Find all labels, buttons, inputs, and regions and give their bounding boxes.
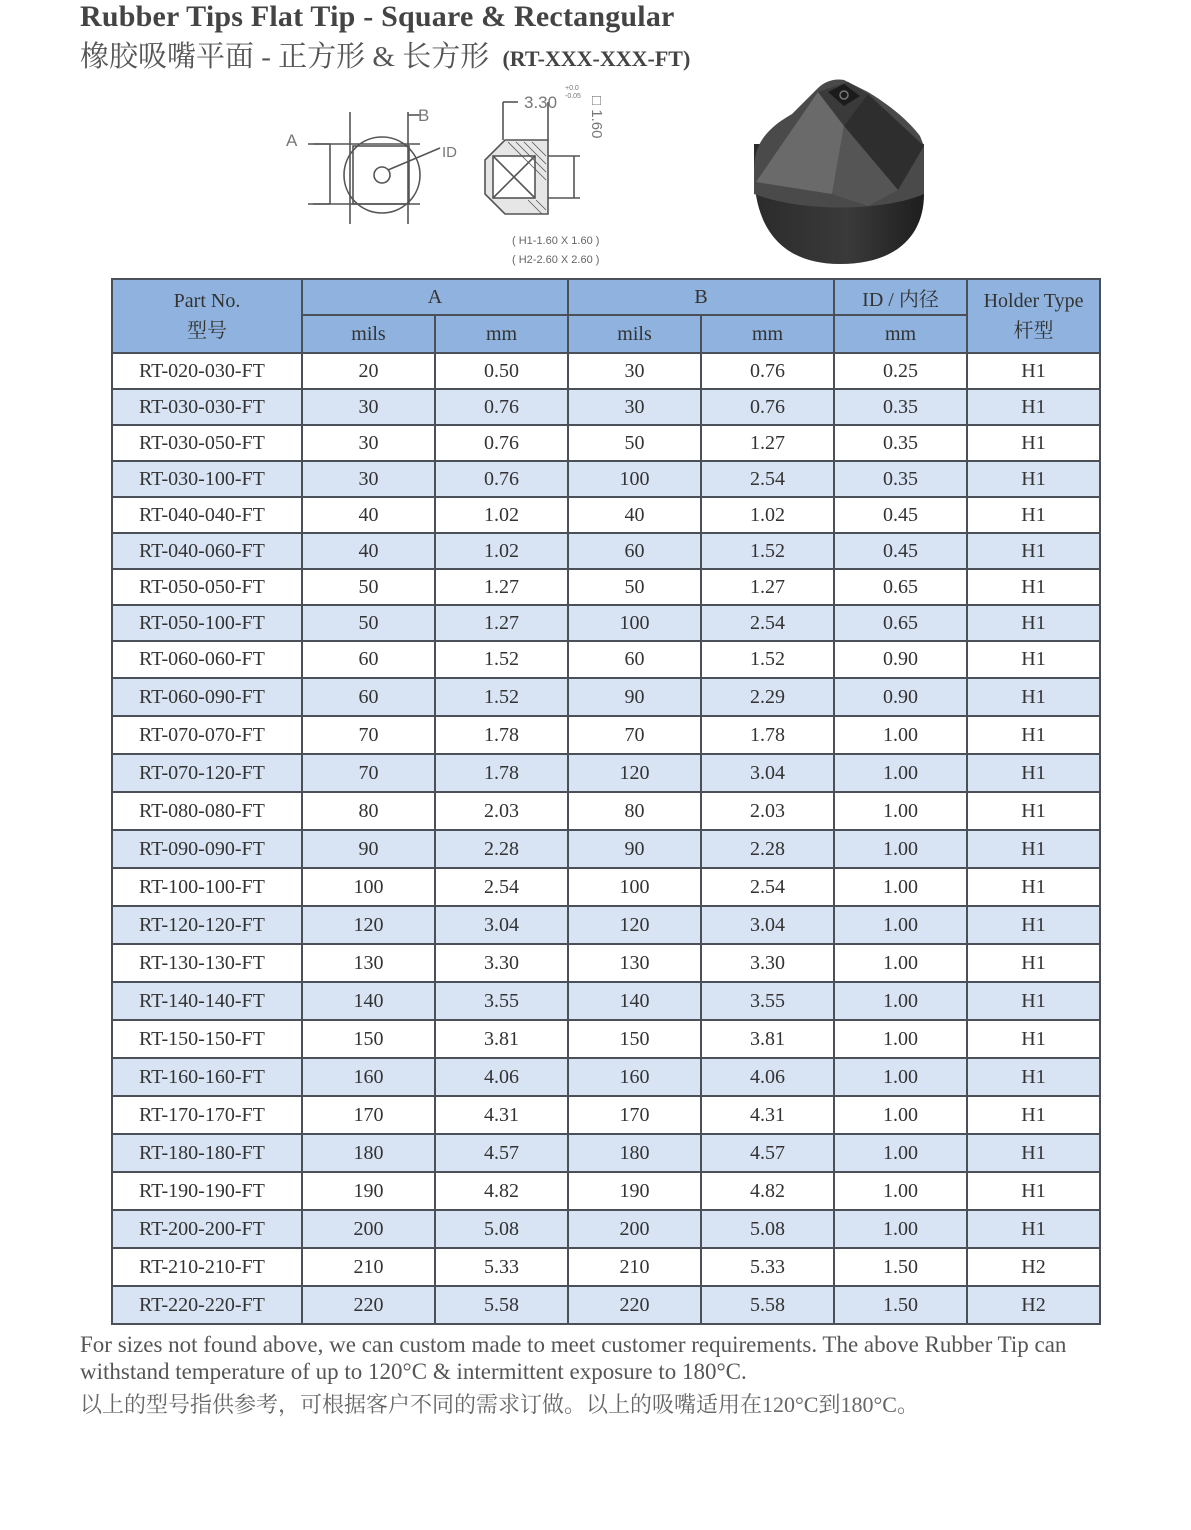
cell-a-mils: 100 [302,868,435,906]
cell-holder-type: H1 [967,868,1100,906]
cell-holder-type: H1 [967,1020,1100,1058]
cell-part-no: RT-220-220-FT [112,1286,302,1324]
cell-a-mm: 1.02 [435,497,568,533]
cell-a-mm: 1.02 [435,533,568,569]
cell-b-mils: 200 [568,1210,701,1248]
table-row [112,1286,1100,1324]
table-row [112,868,1100,906]
cell-a-mm: 4.06 [435,1058,568,1096]
table-row [112,1096,1100,1134]
cell-id-mm: 0.90 [834,641,967,678]
cell-b-mils: 160 [568,1058,701,1096]
cell-part-no: RT-050-100-FT [112,605,302,641]
side-view [485,102,580,214]
cell-a-mm: 4.57 [435,1134,568,1172]
cell-b-mils: 120 [568,906,701,944]
cell-id-mm: 1.00 [834,1172,967,1210]
cell-a-mm: 5.58 [435,1286,568,1324]
table-row [112,1172,1100,1210]
table-row [112,944,1100,982]
cell-holder-type: H1 [967,641,1100,678]
table-row [112,425,1100,461]
cell-a-mm: 5.33 [435,1248,568,1286]
cell-a-mils: 120 [302,906,435,944]
cell-holder-type: H1 [967,906,1100,944]
cell-b-mils: 170 [568,1096,701,1134]
cell-holder-type: H1 [967,461,1100,497]
cell-part-no: RT-100-100-FT [112,868,302,906]
subtitle-code: (RT-XXX-XXX-FT) [502,46,691,71]
cell-a-mm: 2.54 [435,868,568,906]
cell-a-mm: 1.27 [435,569,568,605]
table-row [112,461,1100,497]
cell-a-mils: 90 [302,830,435,868]
cell-id-mm: 0.45 [834,533,967,569]
cell-b-mils: 80 [568,792,701,830]
header-id: ID / 内径 [834,279,967,315]
label-a: A [286,131,298,150]
cell-b-mm: 0.76 [701,389,834,425]
table-row [112,605,1100,641]
header-holder-type-cn: 杆型 [1013,320,1054,342]
cell-a-mm: 0.76 [435,389,568,425]
table-row [112,569,1100,605]
cell-a-mm: 4.82 [435,1172,568,1210]
cell-a-mils: 30 [302,389,435,425]
cell-b-mm: 4.06 [701,1058,834,1096]
header-b: B [568,279,834,315]
cell-part-no: RT-030-030-FT [112,389,302,425]
table-row [112,1210,1100,1248]
table-row [112,1020,1100,1058]
dim-top: 3.30 [524,93,558,112]
cell-b-mm: 3.55 [701,982,834,1020]
cell-part-no: RT-030-050-FT [112,425,302,461]
cell-holder-type: H1 [967,1096,1100,1134]
cell-holder-type: H1 [967,533,1100,569]
page-subtitle [80,34,690,75]
cell-b-mils: 90 [568,678,701,716]
cell-id-mm: 1.00 [834,830,967,868]
cell-part-no: RT-130-130-FT [112,944,302,982]
cell-a-mm: 5.08 [435,1210,568,1248]
cell-a-mm: 3.81 [435,1020,568,1058]
cell-holder-type: H1 [967,1172,1100,1210]
cell-id-mm: 1.00 [834,868,967,906]
cell-part-no: RT-180-180-FT [112,1134,302,1172]
cell-id-mm: 0.35 [834,389,967,425]
cell-b-mils: 70 [568,716,701,754]
cell-a-mm: 3.30 [435,944,568,982]
cell-b-mils: 100 [568,461,701,497]
table-row [112,389,1100,425]
table-row [112,1248,1100,1286]
dim-tolerance-minus: -0.05 [565,93,581,100]
cell-holder-type: H1 [967,830,1100,868]
cell-holder-type: H1 [967,944,1100,982]
cell-b-mm: 2.54 [701,605,834,641]
table-row [112,1134,1100,1172]
cell-id-mm: 0.65 [834,569,967,605]
table-row [112,1058,1100,1096]
cell-id-mm: 0.35 [834,461,967,497]
table-row [112,830,1100,868]
cell-a-mm: 2.28 [435,830,568,868]
cell-id-mm: 1.00 [834,716,967,754]
table-row [112,353,1100,389]
cell-a-mils: 150 [302,1020,435,1058]
cell-part-no: RT-170-170-FT [112,1096,302,1134]
cell-id-mm: 1.00 [834,982,967,1020]
cell-a-mils: 50 [302,605,435,641]
cell-a-mm: 1.78 [435,754,568,792]
cell-id-mm: 1.00 [834,906,967,944]
cell-b-mils: 50 [568,569,701,605]
cell-id-mm: 1.00 [834,944,967,982]
cell-part-no: RT-050-050-FT [112,569,302,605]
cell-part-no: RT-160-160-FT [112,1058,302,1096]
cell-holder-type: H1 [967,792,1100,830]
cell-part-no: RT-080-080-FT [112,792,302,830]
cell-a-mils: 50 [302,569,435,605]
cell-b-mm: 2.54 [701,868,834,906]
header-b-mils: mils [568,315,701,353]
cell-holder-type: H1 [967,678,1100,716]
cell-b-mils: 210 [568,1248,701,1286]
table-row [112,497,1100,533]
cell-b-mm: 1.02 [701,497,834,533]
cell-holder-type: H1 [967,754,1100,792]
cell-holder-type: H1 [967,353,1100,389]
cell-id-mm: 1.00 [834,1058,967,1096]
label-id: ID [442,144,457,161]
header-id-mm: mm [834,315,967,353]
note-h1: ( H1-1.60 X 1.60 ) [512,235,600,247]
header-part-no-cn: 型号 [187,320,227,342]
cell-id-mm: 0.25 [834,353,967,389]
cell-b-mils: 60 [568,533,701,569]
cell-id-mm: 0.35 [834,425,967,461]
cell-b-mm: 2.54 [701,461,834,497]
cell-a-mils: 140 [302,982,435,1020]
cell-id-mm: 1.00 [834,1020,967,1058]
cell-holder-type: H1 [967,389,1100,425]
table-row [112,716,1100,754]
cell-id-mm: 1.00 [834,1096,967,1134]
cell-a-mm: 1.52 [435,678,568,716]
cell-a-mils: 40 [302,533,435,569]
header-a-mils: mils [302,315,435,353]
cell-part-no: RT-060-090-FT [112,678,302,716]
cell-part-no: RT-200-200-FT [112,1210,302,1248]
cell-b-mm: 2.03 [701,792,834,830]
cell-a-mm: 4.31 [435,1096,568,1134]
cell-a-mils: 200 [302,1210,435,1248]
cell-b-mm: 1.27 [701,569,834,605]
header-b-mm: mm [701,315,834,353]
cell-a-mm: 0.76 [435,425,568,461]
cell-b-mm: 5.58 [701,1286,834,1324]
header-a: A [302,279,568,315]
cell-b-mm: 2.29 [701,678,834,716]
header-holder-type [967,279,1100,353]
label-b: B [418,106,430,125]
table-body [112,353,1100,1324]
cell-b-mils: 180 [568,1134,701,1172]
dim-tolerance-plus: +0.0 [565,85,579,92]
cell-id-mm: 1.50 [834,1286,967,1324]
cell-holder-type: H2 [967,1286,1100,1324]
cell-b-mils: 140 [568,982,701,1020]
cell-id-mm: 1.00 [834,754,967,792]
cell-part-no: RT-040-060-FT [112,533,302,569]
subtitle-cn: 橡胶吸嘴平面 - 正方形 & 长方形 [80,41,490,73]
cell-a-mm: 0.50 [435,353,568,389]
rubber-tip-3d-illustration [748,74,930,270]
table-row [112,792,1100,830]
cell-a-mils: 20 [302,353,435,389]
table-row [112,641,1100,678]
cell-a-mm: 1.78 [435,716,568,754]
cell-a-mils: 60 [302,641,435,678]
cell-b-mm: 1.52 [701,641,834,678]
cell-a-mils: 180 [302,1134,435,1172]
header-part-no [112,279,302,353]
cell-holder-type: H1 [967,982,1100,1020]
cell-b-mils: 30 [568,353,701,389]
cell-id-mm: 0.90 [834,678,967,716]
cell-b-mm: 3.81 [701,1020,834,1058]
cell-b-mils: 100 [568,605,701,641]
header-holder-type-en: Holder Type [983,290,1084,312]
cell-holder-type: H1 [967,497,1100,533]
cell-a-mils: 210 [302,1248,435,1286]
cell-b-mm: 0.76 [701,353,834,389]
table-row [112,678,1100,716]
cell-holder-type: H1 [967,1134,1100,1172]
cell-a-mils: 80 [302,792,435,830]
cell-a-mils: 70 [302,716,435,754]
cell-part-no: RT-140-140-FT [112,982,302,1020]
cell-b-mils: 50 [568,425,701,461]
technical-drawing [280,82,680,272]
cell-a-mils: 30 [302,425,435,461]
footer-note-en: For sizes not found above, we can custom made to meet customer requirements. The above Rubber Tip can withstand temperature of up to 120°C & intermittent exposure to 180°C. [80,1332,1067,1384]
cell-holder-type: H1 [967,1058,1100,1096]
cell-part-no: RT-060-060-FT [112,641,302,678]
cell-b-mm: 5.08 [701,1210,834,1248]
cell-a-mils: 220 [302,1286,435,1324]
cell-id-mm: 1.00 [834,1210,967,1248]
cell-a-mils: 70 [302,754,435,792]
cell-part-no: RT-070-120-FT [112,754,302,792]
cell-part-no: RT-120-120-FT [112,906,302,944]
dim-side: □ 1.60 [588,96,605,139]
table-row [112,533,1100,569]
cell-part-no: RT-090-090-FT [112,830,302,868]
cell-a-mils: 30 [302,461,435,497]
cell-holder-type: H1 [967,425,1100,461]
footer-note-cn: 以上的型号指供参考，可根据客户不同的需求订做。以上的吸嘴适用在120°C到180°C。 [80,1392,919,1417]
table-row [112,754,1100,792]
table-row [112,906,1100,944]
cell-part-no: RT-190-190-FT [112,1172,302,1210]
cell-a-mils: 170 [302,1096,435,1134]
cell-a-mils: 190 [302,1172,435,1210]
cell-b-mm: 1.52 [701,533,834,569]
page-title: Rubber Tips Flat Tip - Square & Rectangular [80,0,675,33]
footer-note [80,1331,1140,1385]
cell-a-mm: 2.03 [435,792,568,830]
cell-b-mm: 4.82 [701,1172,834,1210]
cell-id-mm: 1.00 [834,792,967,830]
cell-holder-type: H1 [967,569,1100,605]
cell-b-mm: 3.30 [701,944,834,982]
cell-id-mm: 0.65 [834,605,967,641]
cell-b-mils: 130 [568,944,701,982]
cell-part-no: RT-210-210-FT [112,1248,302,1286]
cell-id-mm: 1.50 [834,1248,967,1286]
cell-b-mils: 30 [568,389,701,425]
cell-b-mils: 120 [568,754,701,792]
cell-a-mm: 1.27 [435,605,568,641]
cell-holder-type: H2 [967,1248,1100,1286]
cell-b-mm: 5.33 [701,1248,834,1286]
cell-b-mm: 4.57 [701,1134,834,1172]
cell-b-mils: 190 [568,1172,701,1210]
cell-a-mm: 3.04 [435,906,568,944]
cell-b-mm: 2.28 [701,830,834,868]
cell-b-mm: 3.04 [701,906,834,944]
cell-part-no: RT-150-150-FT [112,1020,302,1058]
cell-a-mils: 40 [302,497,435,533]
cell-a-mils: 130 [302,944,435,982]
cell-part-no: RT-040-040-FT [112,497,302,533]
cell-holder-type: H1 [967,605,1100,641]
cell-holder-type: H1 [967,716,1100,754]
specification-table [111,278,1101,1325]
cell-part-no: RT-030-100-FT [112,461,302,497]
cell-part-no: RT-020-030-FT [112,353,302,389]
cell-b-mm: 1.27 [701,425,834,461]
front-view [308,112,440,224]
cell-b-mils: 60 [568,641,701,678]
cell-b-mm: 1.78 [701,716,834,754]
cell-a-mils: 160 [302,1058,435,1096]
cell-id-mm: 1.00 [834,1134,967,1172]
cell-b-mils: 100 [568,868,701,906]
cell-b-mils: 90 [568,830,701,868]
cell-part-no: RT-070-070-FT [112,716,302,754]
cell-id-mm: 0.45 [834,497,967,533]
cell-b-mm: 3.04 [701,754,834,792]
cell-b-mils: 40 [568,497,701,533]
cell-a-mm: 3.55 [435,982,568,1020]
note-h2: ( H2-2.60 X 2.60 ) [512,254,600,266]
table-row [112,982,1100,1020]
header-a-mm: mm [435,315,568,353]
header-part-no-en: Part No. [173,290,241,312]
cell-b-mm: 4.31 [701,1096,834,1134]
cell-a-mm: 0.76 [435,461,568,497]
cell-a-mm: 1.52 [435,641,568,678]
cell-holder-type: H1 [967,1210,1100,1248]
cell-b-mils: 150 [568,1020,701,1058]
cell-a-mils: 60 [302,678,435,716]
cell-b-mils: 220 [568,1286,701,1324]
